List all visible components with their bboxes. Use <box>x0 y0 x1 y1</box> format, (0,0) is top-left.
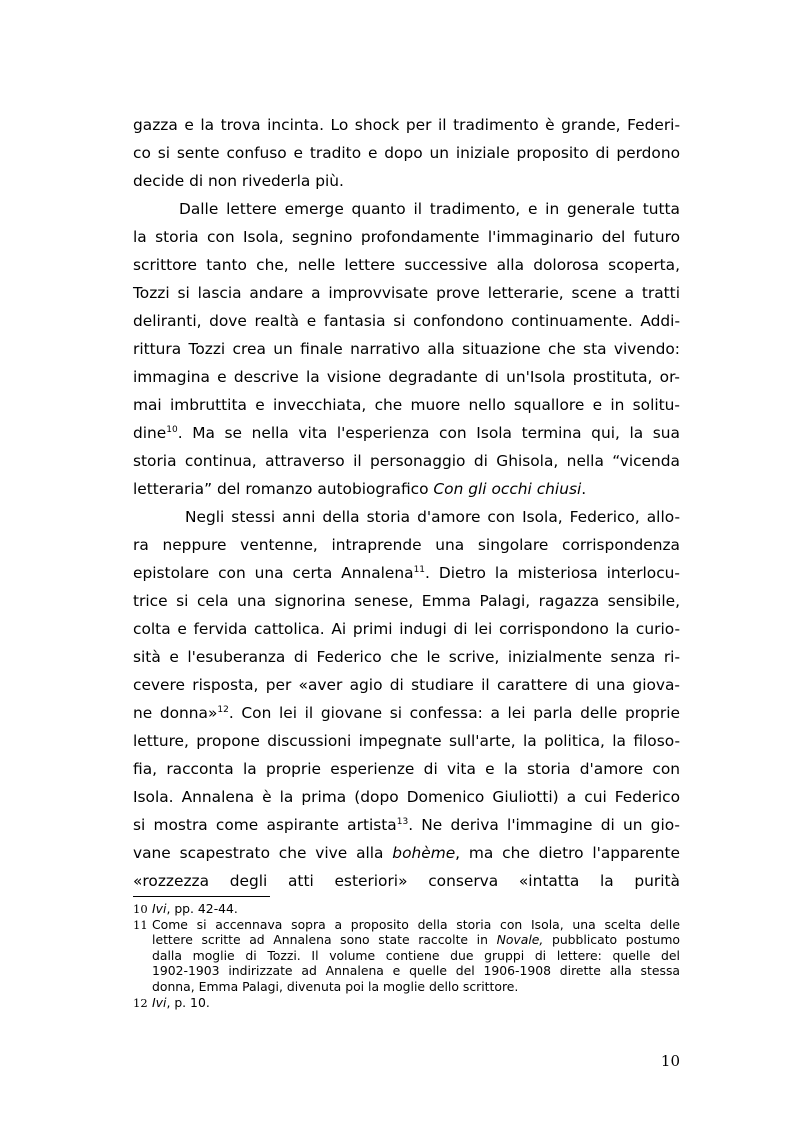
body-line: letteraria” del romanzo autobiografico Con gli occhi chiusi. <box>133 480 587 498</box>
body-line: fia, racconta la proprie esperienze di vita e la storia d'amore con <box>133 760 680 778</box>
body-line: ra neppure ventenne, intraprende una singolare corrispondenza <box>133 536 680 554</box>
footnote-11: 11 Come si accennava sopra a proposito della storia con Isola, una scelta delle <box>133 916 680 932</box>
body-line: trice si cela una signorina senese, Emma Palagi, ragazza sensibile, <box>133 592 680 610</box>
footnote-11-line: donna, Emma Palagi, divenuta poi la moglie dello scrittore. <box>152 978 519 994</box>
footnote-number: 12 <box>133 995 148 1010</box>
footnote-12: 12 Ivi, p. 10. <box>133 994 210 1010</box>
footnote-ref-10[interactable]: 10 <box>166 425 178 435</box>
body-line: rittura Tozzi crea un finale narrativo alla situazione che sta vivendo: <box>133 340 680 358</box>
body-line: storia continua, attraverso il personaggio di Ghisola, nella “vicenda <box>133 452 680 470</box>
body-line: scrittore tanto che, nelle lettere successive alla dolorosa scoperta, <box>133 256 680 274</box>
footnote-number: 11 <box>133 917 148 932</box>
italic-term: bohème <box>392 844 456 862</box>
body-line: letture, propone discussioni impegnate sull'arte, la politica, la filoso- <box>133 732 680 750</box>
footnote-ref-12[interactable]: 12 <box>217 705 229 715</box>
footnotes <box>133 901 680 1010</box>
body-line: si mostra come aspirante artista$^{13}$. Ne deriva l'immagine di un gio- <box>133 816 680 834</box>
body-line: la storia con Isola, segnino profondamente l'immaginario del futuro <box>133 228 680 246</box>
body-line: sità e l'esuberanza di Federico che le scrive, inizialmente senza ri- <box>133 648 680 666</box>
body-line: colta e fervida cattolica. Ai primi indugi di lei corrispondono la curio- <box>133 620 680 638</box>
body-line: cevere risposta, per «aver agio di studiare il carattere di una giova- <box>133 676 680 694</box>
footnote-number: 10 <box>133 902 148 916</box>
footnote-10: 10 Ivi, pp. 42-44. <box>133 901 238 916</box>
body-line: Tozzi si lascia andare a improvvisate prove letterarie, scene a tratti <box>133 284 680 302</box>
body-line: vane scapestrato che vive alla bohème, ma che dietro l'apparente <box>133 844 680 862</box>
body-line: immagina e descrive la visione degradante di un'Isola prostituta, or- <box>133 368 680 386</box>
body-line: deliranti, dove realtà e fantasia si confondono continuamente. Addi- <box>133 312 680 330</box>
body-line: «rozzezza degli atti esteriori» conserva «intatta la purità <box>133 872 680 890</box>
footnote-11-line: 1902-1903 indirizzate ad Annalena e quelle del 1906-1908 dirette alla stessa <box>152 963 680 979</box>
body-line: Isola. Annalena è la prima (dopo Domenico Giuliotti) a cui Federico <box>133 788 680 806</box>
body-line: co si sente confuso e tradito e dopo un iniziale proposito di perdono <box>133 144 680 162</box>
footnote-11-line: dalla moglie di Tozzi. Il volume contiene due gruppi di lettere: quelle del <box>152 947 680 963</box>
body-line: decide di non rivederla più. <box>133 172 344 190</box>
body-line: epistolare con una certa Annalena$^{11}$. Dietro la misteriosa interlocu- <box>133 564 680 582</box>
body-line: Negli stessi anni della storia d'amore con Isola, Federico, allo- <box>185 508 680 526</box>
body-line: dine$^{10}$. Ma se nella vita l'esperienza con Isola termina qui, la sua <box>133 424 680 442</box>
footnote-11-line: lettere scritte ad Annalena sono state raccolte in Novale, pubblicato postumo <box>152 932 680 948</box>
body-line: ne donna»$^{12}$. Con lei il giovane si confessa: a lei parla delle proprie <box>133 704 680 722</box>
body-text <box>133 111 680 895</box>
body-line: mai imbruttita e invecchiata, che muore nello squallore e in solitu- <box>133 396 680 414</box>
footnote-ref-13[interactable]: 13 <box>396 817 409 827</box>
body-line: Dalle lettere emerge quanto il tradimento, e in generale tutta <box>179 200 680 218</box>
book-title: Con gli occhi chiusi <box>433 480 582 498</box>
page-number: 10 <box>660 1052 680 1070</box>
footnote-separator <box>133 896 270 897</box>
body-line: gazza e la trova incinta. Lo shock per il tradimento è grande, Federi- <box>133 116 680 134</box>
footnote-ref-11[interactable]: 11 <box>413 565 426 575</box>
